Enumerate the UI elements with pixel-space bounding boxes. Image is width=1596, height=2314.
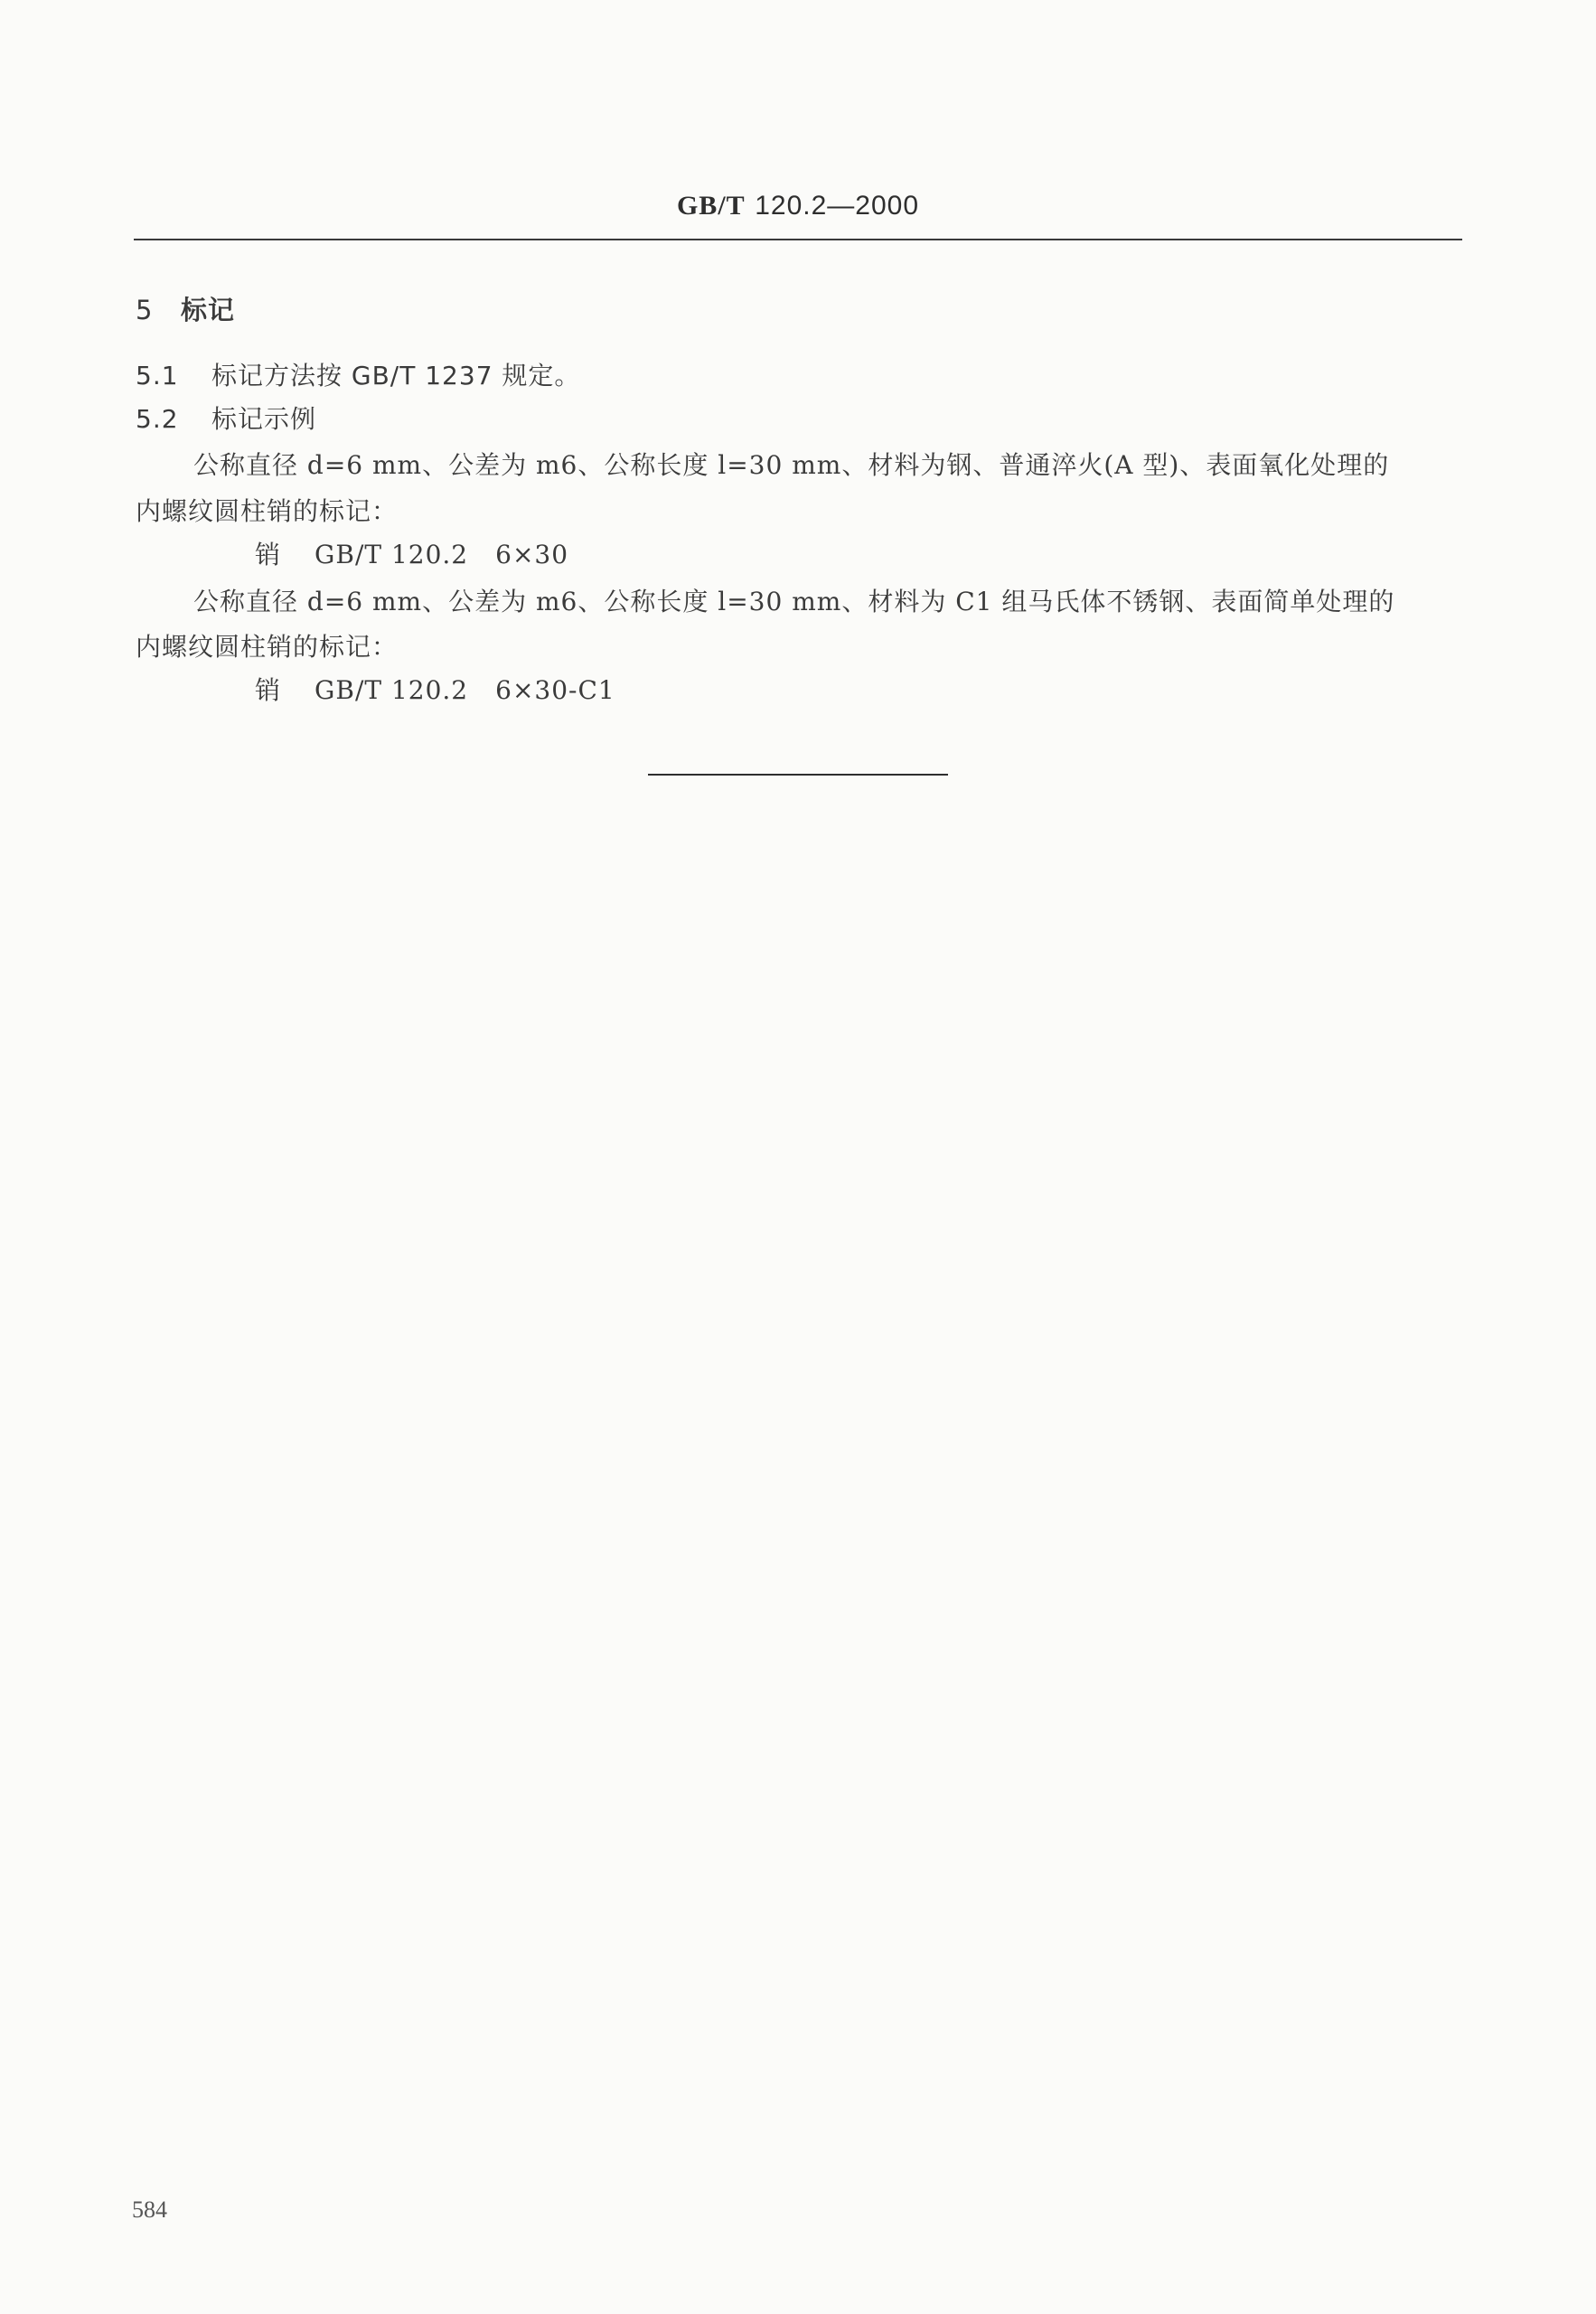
clause-text: 标记方法按 GB/T 1237 规定。	[211, 361, 581, 390]
standard-prefix: GB/T	[676, 191, 746, 221]
marking-label: 销	[255, 675, 282, 705]
marking-spec: 6×30-C1	[495, 675, 615, 705]
example-2-description: 公称直径 d=6 mm、公差为 m6、公称长度 l=30 mm、材料为 C1 组马氏体不锈钢、表面简单处理的	[193, 587, 1395, 616]
header-divider	[134, 239, 1462, 240]
marking-standard: GB/T 120.2	[315, 540, 469, 569]
section-heading	[136, 294, 235, 326]
example-1-description-continued: 内螺纹圆柱销的标记：	[136, 496, 399, 526]
page-number: 584	[132, 2196, 167, 2223]
marking-label: 销	[255, 540, 282, 569]
clause-5-2	[136, 403, 316, 436]
clause-5-1	[136, 360, 580, 392]
example-1-description: 公称直径 d=6 mm、公差为 m6、公称长度 l=30 mm、材料为钢、普通淬火(A 型)、表面氧化处理的	[193, 450, 1390, 480]
example-2-marking	[255, 674, 615, 707]
page-header	[0, 190, 1596, 221]
section-title: 标记	[181, 295, 236, 325]
marking-spec: 6×30	[495, 540, 569, 569]
end-of-document-rule	[648, 774, 948, 776]
clause-text: 标记示例	[211, 404, 317, 434]
example-2-description-continued: 内螺纹圆柱销的标记：	[136, 632, 399, 662]
example-1-marking	[255, 539, 568, 571]
clause-number: 5.2	[136, 404, 179, 434]
clause-number: 5.1	[136, 361, 179, 390]
marking-standard: GB/T 120.2	[315, 675, 469, 705]
standard-number: 120.2—2000	[755, 191, 920, 221]
section-number: 5	[136, 295, 154, 325]
